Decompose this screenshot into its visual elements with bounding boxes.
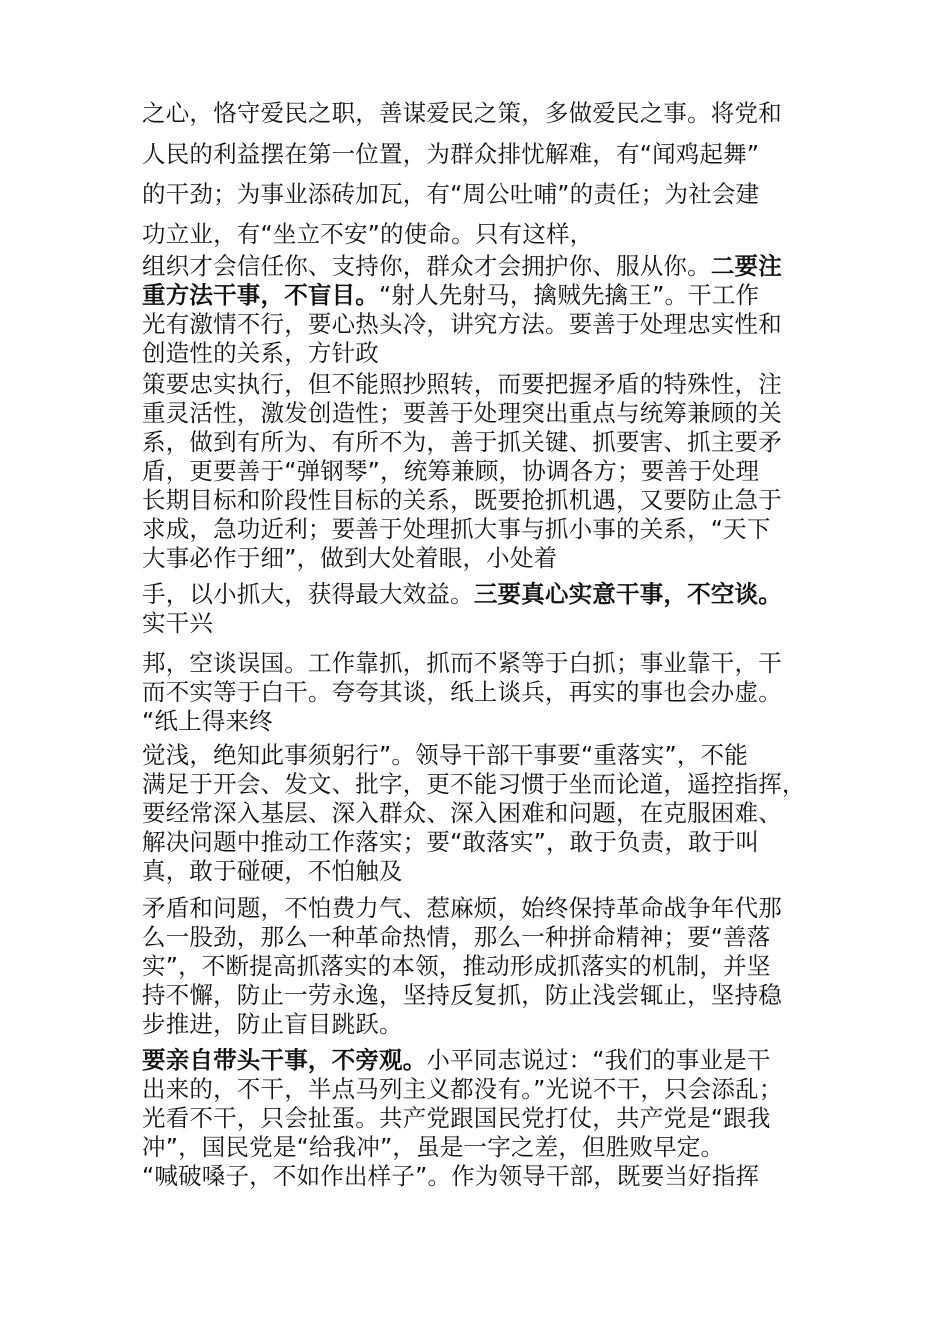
paragraph-row — [142, 1046, 828, 1075]
paragraph-row: 解决问题中推动工作落实；要“敢落实”，敢于负责，敢于叫 — [142, 828, 760, 856]
paragraph-row: 实干兴 — [142, 609, 214, 637]
bold-heading-text: 要亲自带头干事，不旁观。 — [142, 1046, 427, 1074]
bold-heading-text: 三要真心实意干事，不空谈。 — [473, 580, 782, 608]
paragraph-block-7 — [142, 1046, 828, 1191]
paragraph-block-6 — [142, 894, 828, 1039]
plain-text: 组织才会信任你、支持你，群众才会拥护你、服从你。 — [142, 252, 711, 280]
paragraph-row: 么一股劲，那么一种革命热情，那么一种拼命精神；要“善落 — [142, 923, 771, 951]
paragraph-row: 真，敢于碰硬，不怕触及 — [142, 857, 403, 885]
plain-text: 手，以小抓大，获得最大效益。 — [142, 580, 474, 608]
plain-text: 小平同志说过：“我们的事业是干 — [426, 1046, 771, 1074]
paragraph-block-5 — [142, 741, 828, 886]
plain-text: “射人先射马，擒贼先擒王”。干工作 — [379, 281, 760, 309]
paragraph-row: 邦，空谈误国。工作靠抓，抓而不紧等于白抓；事业靠干，干 — [142, 649, 782, 677]
paragraph-row: 创造性的关系，方针政 — [142, 339, 379, 367]
bold-heading-text: 二要注 — [710, 252, 782, 280]
paragraph-row — [142, 580, 828, 609]
paragraph-row: 步推进，防止盲目跳跃。 — [142, 1010, 403, 1038]
paragraph-row: 重灵活性，激发创造性；要善于处理突出重点与统筹兼顾的关 — [142, 399, 782, 427]
paragraph-row: “喊破嗓子，不如作出样子”。作为领导干部，既要当好指挥 — [142, 1162, 760, 1190]
paragraph-line: 的干劲；为事业添砖加瓦，有“周公吐哺”的责任；为社会建 — [142, 180, 760, 208]
paragraph-row: 盾，更要善于“弹钢琴”，统筹兼顾，协调各方；要善于处理 — [142, 457, 760, 485]
paragraph-block-3 — [142, 580, 828, 638]
paragraph-row: 长期目标和阶段性目标的关系，既要抢抓机遇，又要防止急于 — [142, 486, 782, 514]
paragraph-row: 实”，不断提高抓落实的本领，推动形成抓落实的机制，并坚 — [142, 952, 771, 980]
paragraph-row: 出来的，不干，半点马列主义都没有。”光说不干，只会添乱； — [142, 1075, 783, 1103]
paragraph-row: 系，做到有所为、有所不为，善于抓关键、抓要害、抓主要矛 — [142, 428, 782, 456]
paragraph-row: 策要忠实执行，但不能照抄照转，而要把握矛盾的特殊性，注 — [142, 370, 782, 398]
paragraph-line: 功立业，有“坐立不安”的使命。只有这样， — [142, 220, 594, 248]
paragraph-block-1 — [142, 252, 828, 368]
paragraph-row: “纸上得来终 — [142, 707, 273, 735]
paragraph-row: 要经常深入基层、深入群众、深入困难和问题，在克服困难、 — [142, 799, 782, 827]
paragraph-row: 觉浅，绝知此事须躬行”。领导干部干事要“重落实”，不能 — [142, 741, 748, 769]
paragraph-block-4 — [142, 649, 828, 736]
paragraph-row: 而不实等于白干。夸夸其谈，纸上谈兵，再实的事也会办虚。 — [142, 678, 782, 706]
paragraph-block-2 — [142, 370, 828, 573]
paragraph-row: 大事必作于细”，做到大处着眼，小处着 — [142, 544, 558, 572]
paragraph-row: 持不懈，防止一劳永逸，坚持反复抓，防止浅尝辄止，坚持稳 — [142, 981, 782, 1009]
paragraph-row: 满足于开会、发文、批字，更不能习惯于坐而论道，遥控指挥， — [142, 770, 806, 798]
paragraph-row: 冲”，国民党是“给我冲”，虽是一字之差，但胜败早定。 — [142, 1133, 725, 1161]
bold-heading-text: 重方法干事，不盲目。 — [142, 281, 379, 309]
paragraph-row: 光有激情不行，要心热头冷，讲究方法。要善于处理忠实性和 — [142, 310, 782, 338]
paragraph-row — [142, 281, 828, 310]
paragraph-row — [142, 252, 828, 281]
paragraph-row: 光看不干，只会扯蛋。共产党跟国民党打仗，共产党是“跟我 — [142, 1104, 771, 1132]
paragraph-row: 矛盾和问题，不怕费力气、惹麻烦，始终保持革命战争年代那 — [142, 894, 782, 922]
paragraph-row: 求成，急功近利；要善于处理抓大事与抓小事的关系，“天下 — [142, 515, 771, 543]
paragraph-line: 人民的利益摆在第一位置，为群众排忧解难，有“闻鸡起舞” — [142, 140, 760, 168]
paragraph-line: 之心，恪守爱民之职，善谋爱民之策，多做爱民之事。将党和 — [142, 99, 782, 127]
